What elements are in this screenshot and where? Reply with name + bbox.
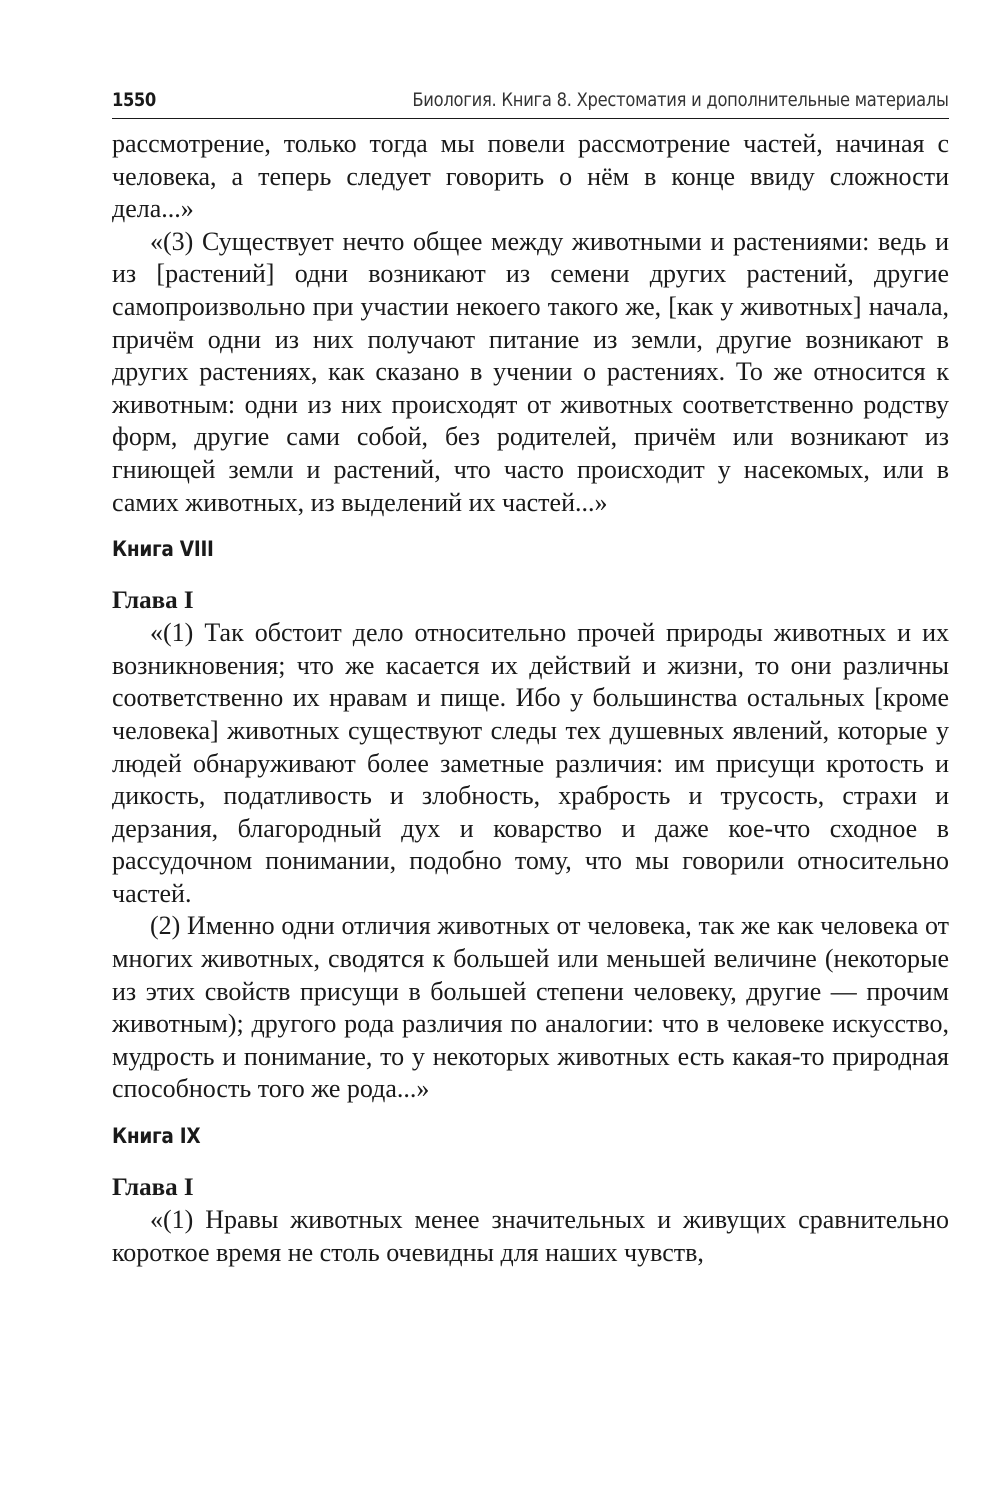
- book-heading: Книга IX: [112, 1124, 201, 1149]
- paragraph: «(1) Так обстоит дело относительно прочей природы животных и их возникновения; что же касается их действий и жизни, то они различны соответственно их нравам и пище. Ибо у большинства остальных [кроме человека] животных существуют следы тех душевных явлений, которые у людей обнаруживают более заметные различия: им присущи кротость и дикость, податливость и злобность, храбрость и трусость, страхи и дерзания, благородный дух и коварство и даже кое-что сходное в рассудочном понимании, подобно тому, что мы говорили относительно частей.: [112, 618, 949, 908]
- page-number: 1550: [112, 89, 156, 111]
- paragraph: «(3) Существует нечто общее между животными и растениями: ведь и из [растений] одни возникают из семени других растений, другие самопроизвольно при участии некоего такого же, [как у животных] начала, причём одни из них получают питание из земли, другие возникают в других растениях, как сказано в учении о растениях. То же относится к животным: одни из них происходят от животных соответственно родству форм, другие сами собой, без родителей, причём или возникают из гниющей земли и растений, что часто происходит у насекомых, или в самих животных, из выделений их частей...»: [112, 226, 949, 517]
- paragraph: рассмотрение, только тогда мы повели рассмотрение частей, начиная с человека, а теперь следует говорить о нём в конце ввиду сложности дела...»: [112, 129, 949, 224]
- paragraph: «(1) Нравы животных менее значительных и живущих сравнительно короткое время не столь очевидны для наших чувств,: [112, 1205, 949, 1267]
- chapter-heading: Глава I: [112, 587, 194, 615]
- running-head: [112, 84, 949, 119]
- book-heading: Книга VIII: [112, 537, 214, 562]
- running-title: Биология. Книга 8. Хрестоматия и дополнительные материалы: [412, 89, 949, 111]
- paragraph: (2) Именно одни отличия животных от человека, так же как человека от многих животных, сводятся к большей или меньшей величине (некоторые из этих свойств присущи в большей степени человеку, другие — прочим животным); другого рода различия по аналогии: что в человеке искусство, мудрость и понимание, то у некоторых животных есть какая-то природная способность того же рода...»: [112, 911, 949, 1104]
- book-page: [112, 84, 949, 1269]
- chapter-heading: Глава I: [112, 1174, 194, 1202]
